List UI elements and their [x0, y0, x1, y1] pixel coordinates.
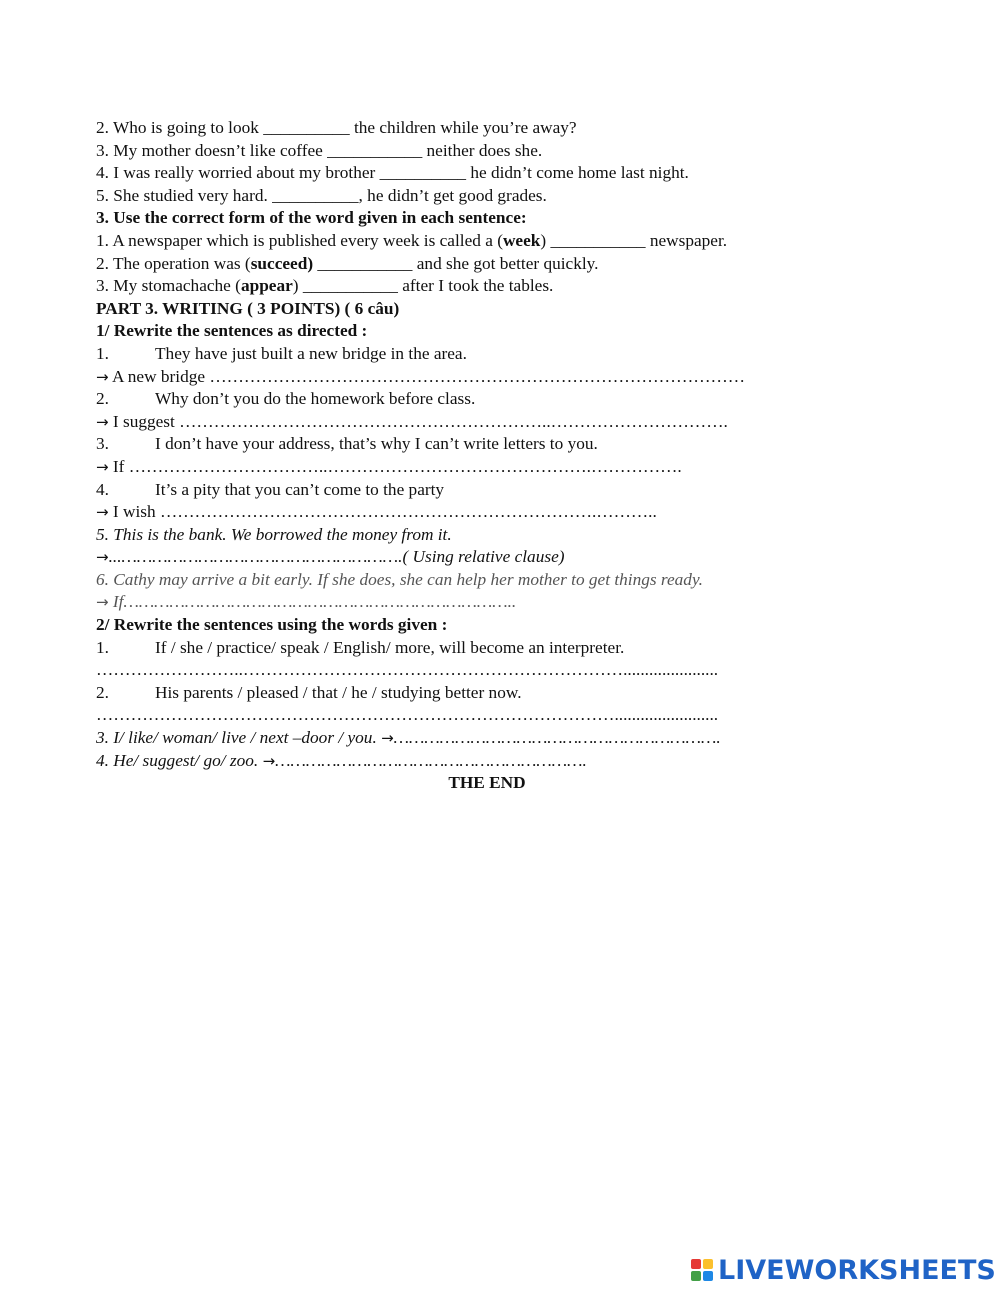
- words-given-answer-1[interactable]: ……………………..…………………………………………………………......................: [96, 660, 719, 680]
- word-form-line-2: [96, 253, 896, 276]
- words-given-question-2: [96, 682, 896, 705]
- answer-line-5[interactable]: [96, 546, 896, 569]
- logo-blocks-icon: [691, 1259, 713, 1281]
- arrow-icon: →: [96, 548, 109, 567]
- text: ) ___________ after I took the tables.: [292, 276, 554, 296]
- answer-line-4[interactable]: [96, 501, 896, 524]
- logo-block: [691, 1271, 701, 1281]
- answer-line-6[interactable]: [96, 591, 896, 614]
- section-heading-word-form: 3. Use the correct form of the word given in each sentence:: [96, 208, 527, 228]
- arrow-icon: →: [262, 751, 276, 770]
- the-end-label: THE END: [448, 773, 526, 793]
- answer-blank[interactable]: ……………………………………………………….: [393, 728, 721, 748]
- arrow-icon: →: [96, 412, 109, 431]
- answer-line-1[interactable]: [96, 366, 896, 389]
- question-number: 4.: [96, 479, 109, 499]
- words-given-question-4: [96, 750, 896, 773]
- exercise-line-3: 3. My mother doesn’t like coffee ___________ neither does she.: [96, 140, 543, 160]
- logo-block: [691, 1259, 701, 1269]
- question-number: 1.: [96, 637, 109, 657]
- answer-text: I wish ………………………………………………………………….………..: [108, 502, 657, 522]
- worksheet-page: [96, 117, 896, 795]
- answer-text: A new bridge …………………………………………………………………………………: [108, 366, 746, 386]
- arrow-icon: →: [96, 457, 109, 476]
- arrow-icon: →: [96, 367, 109, 386]
- rewrite-question-5: 5. This is the bank. We borrowed the money from it.: [96, 524, 452, 544]
- question-text: If / she / practice/ speak / English/ more, will become an interpreter.: [155, 637, 625, 657]
- answer-text: I suggest ………………………………………………………..………………………….: [108, 411, 728, 431]
- question-text: 4. He/ suggest/ go/ zoo.: [96, 750, 263, 770]
- exercise-line-4: 4. I was really worried about my brother __________ he didn’t come home last night.: [96, 163, 689, 183]
- text: ) ___________ newspaper.: [540, 230, 728, 250]
- section-heading-rewrite: 1/ Rewrite the sentences as directed :: [96, 321, 368, 341]
- logo-block: [703, 1259, 713, 1269]
- answer-blank[interactable]: …………………………………………………….: [275, 750, 587, 770]
- rewrite-question-6: 6. Cathy may arrive a bit early. If she does, she can help her mother to get things ready.: [96, 569, 703, 589]
- logo-text: LIVEWORKSHEETS: [718, 1254, 996, 1286]
- arrow-icon: →: [96, 503, 109, 522]
- words-given-question-3: [96, 727, 896, 750]
- text: 3. My stomachache (: [96, 276, 241, 296]
- arrow-icon: →: [96, 593, 109, 612]
- exercise-line-2: 2. Who is going to look __________ the children while you’re away?: [96, 118, 577, 137]
- words-given-question-1: [96, 637, 896, 660]
- question-number: 2.: [96, 389, 109, 409]
- question-number: 3.: [96, 434, 109, 454]
- arrow-icon: →: [381, 729, 394, 748]
- question-text: His parents / pleased / that / he / studying better now.: [155, 682, 522, 702]
- liveworksheets-logo[interactable]: [691, 1253, 996, 1287]
- section-heading-words-given: 2/ Rewrite the sentences using the words given :: [96, 615, 448, 635]
- exercise-line-5: 5. She studied very hard. __________, he didn’t get good grades.: [96, 185, 547, 205]
- question-number: 2.: [96, 682, 109, 702]
- word-form-line-1: [96, 230, 896, 253]
- answer-line-3[interactable]: [96, 456, 896, 479]
- question-text: Why don’t you do the homework before class.: [155, 389, 476, 409]
- rewrite-question-1: [96, 343, 896, 366]
- part-heading-writing: PART 3. WRITING ( 3 POINTS) ( 6 câu): [96, 298, 400, 318]
- text: 2. The operation was (: [96, 253, 251, 273]
- rewrite-question-2: [96, 388, 896, 411]
- question-text: 3. I/ like/ woman/ live / next –door / you.: [96, 728, 382, 748]
- words-given-answer-2[interactable]: ………………………………………………………………………………........................: [96, 705, 719, 725]
- rewrite-question-3: [96, 433, 896, 456]
- answer-text: If ……………………………..……………………………………….…………….: [108, 456, 682, 476]
- text: ___________ and she got better quickly.: [313, 253, 599, 273]
- question-text: I don’t have your address, that’s why I can’t write letters to you.: [155, 434, 598, 454]
- question-number: 1.: [96, 343, 109, 363]
- answer-line-2[interactable]: [96, 411, 896, 434]
- given-word: succeed): [250, 253, 314, 273]
- word-form-line-3: [96, 275, 896, 298]
- answer-text: If…………………………………………………………………..: [108, 592, 517, 612]
- question-text: They have just built a new bridge in the area.: [155, 343, 467, 363]
- question-text: It’s a pity that you can’t come to the party: [155, 479, 445, 499]
- text: 1. A newspaper which is published every week is called a (: [96, 230, 503, 250]
- given-word: week: [502, 230, 541, 250]
- answer-text: ...……………………………………………….( Using relative clause): [108, 547, 565, 567]
- rewrite-question-4: [96, 479, 896, 502]
- given-word: appear: [240, 276, 293, 296]
- logo-block: [703, 1271, 713, 1281]
